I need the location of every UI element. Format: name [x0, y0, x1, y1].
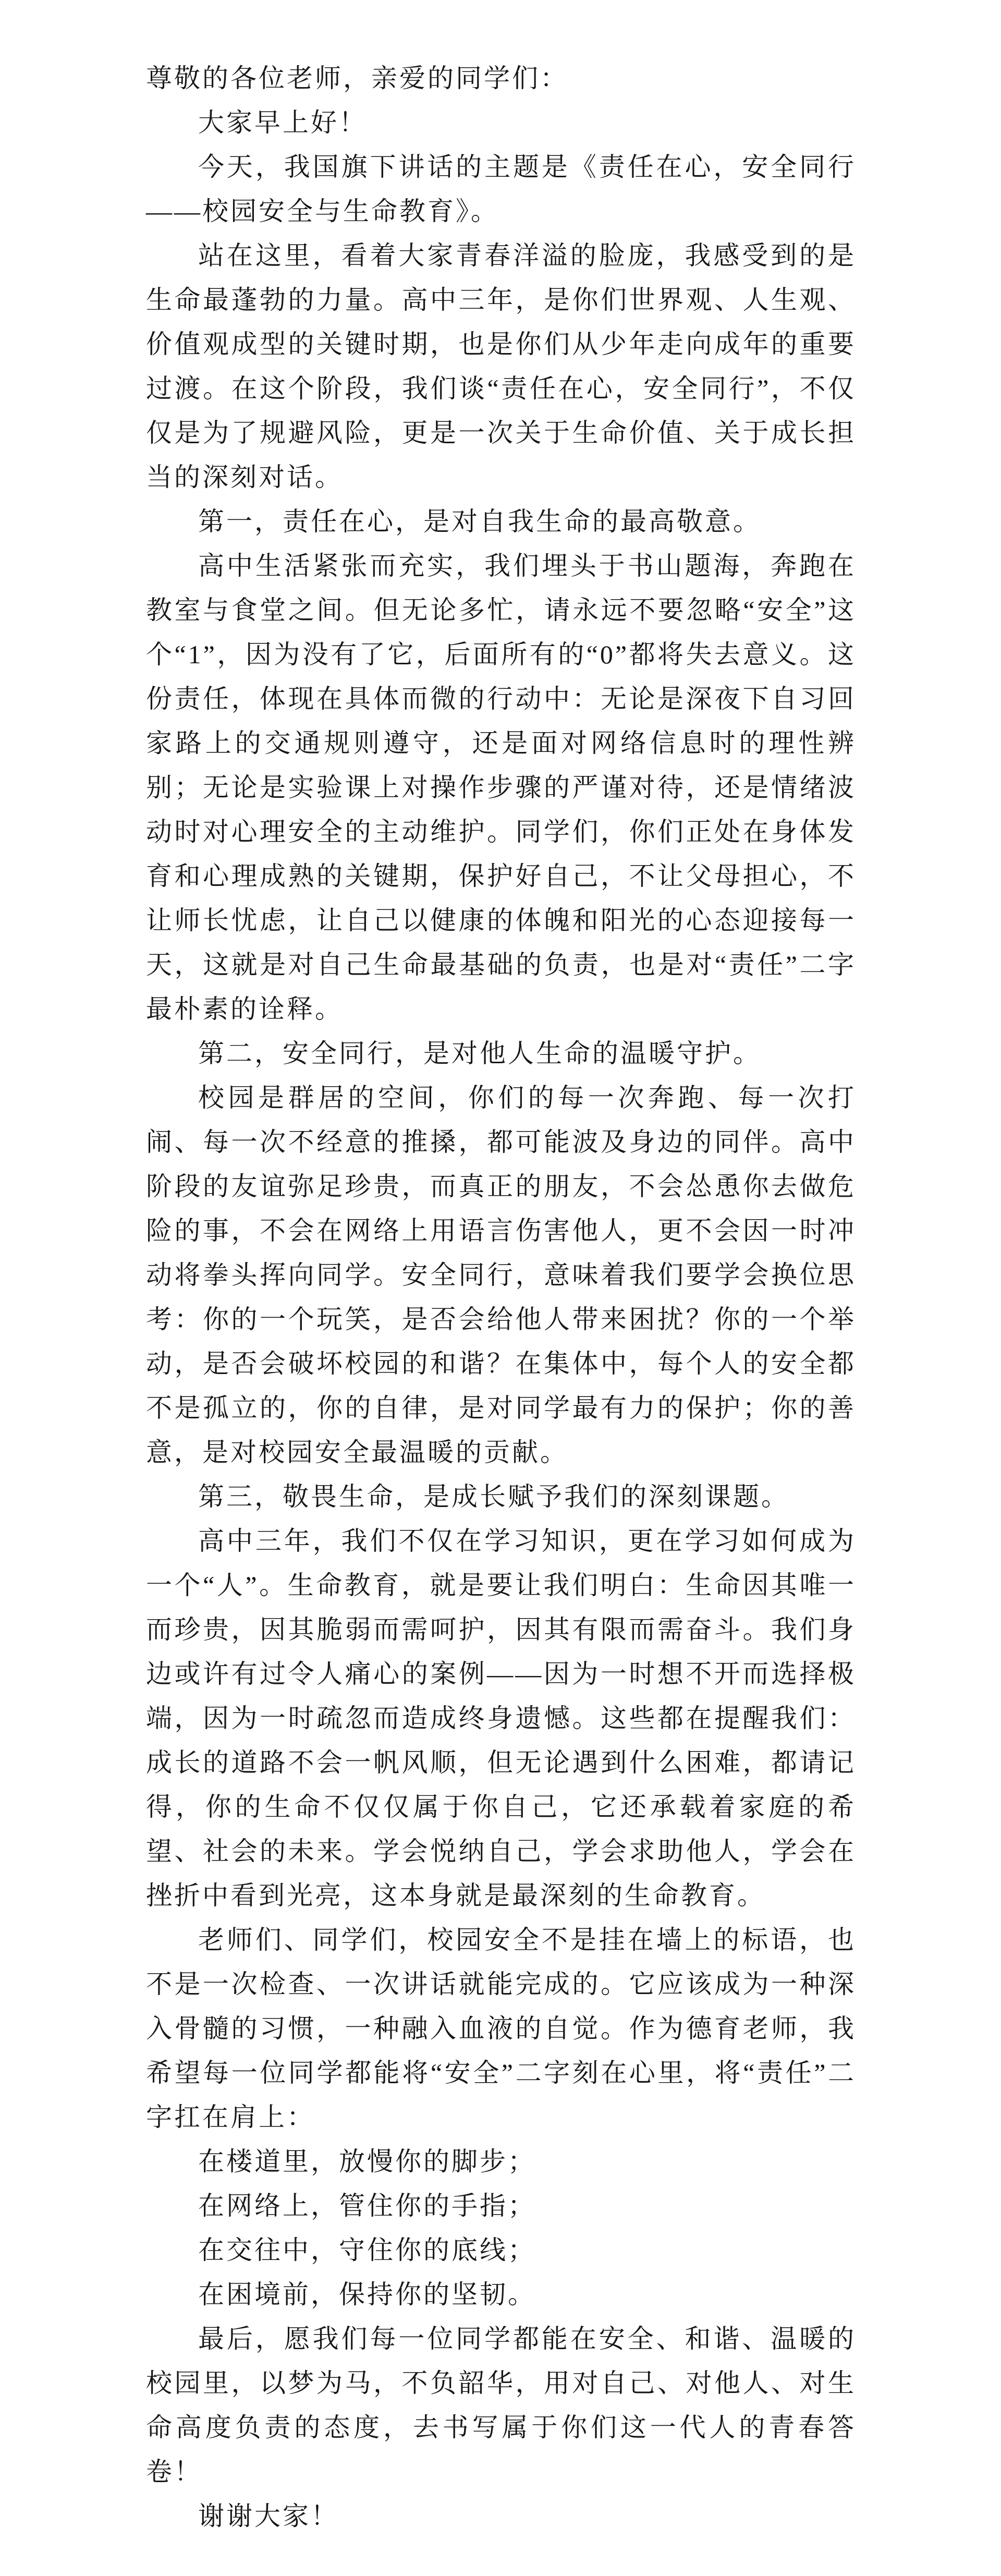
- paragraph: 今天，我国旗下讲话的主题是《责任在心，安全同行——校园安全与生命教育》。: [146, 152, 856, 226]
- document-body: [146, 56, 856, 2538]
- paragraph: 在网络上，管住你的手指；: [198, 2191, 536, 2220]
- paragraph: 在交往中，守住你的底线；: [198, 2235, 536, 2265]
- paragraph: 尊敬的各位老师，亲爱的同学们：: [146, 64, 568, 93]
- paragraph: 高中三年，我们不仅在学习知识，更在学习如何成为一个“人”。生命教育，就是要让我们明白：生命因其唯一而珍贵，因其脆弱而需呵护，因其有限而需奋斗。我们身边或许有过令人痛心的案例——因为一时想不开而选择极端，因为一时疏忽而造成终身遗憾。这些都在提醒我们：成长的道路不会一帆风顺，但无论遇到什么困难，都请记得，你的生命不仅仅属于你自己，它还承载着家庭的希望、社会的未来。学会悦纳自己，学会求助他人，学会在挫折中看到光亮，这本身就是最深刻的生命教育。: [146, 1526, 856, 1910]
- paragraph: 第三，敬畏生命，是成长赋予我们的深刻课题。: [198, 1482, 789, 1511]
- paragraph: 在楼道里，放慢你的脚步；: [198, 2147, 536, 2176]
- paragraph: 大家早上好！: [198, 108, 367, 137]
- paragraph: 谢谢大家！: [198, 2501, 339, 2531]
- paragraph: 最后，愿我们每一位同学都能在安全、和谐、温暖的校园里，以梦为马，不负韶华，用对自己、对他人、对生命高度负责的态度，去书写属于你们这一代人的青春答卷！: [146, 2324, 856, 2486]
- paragraph: 第一，责任在心，是对自我生命的最高敬意。: [198, 507, 761, 536]
- paragraph: 站在这里，看着大家青春洋溢的脸庞，我感受到的是生命最蓬勃的力量。高中三年，是你们世界观、人生观、价值观成型的关键时期，也是你们从少年走向成年的重要过渡。在这个阶段，我们谈“责任在心，安全同行”，不仅仅是为了规避风险，更是一次关于生命价值、关于成长担当的深刻对话。: [146, 241, 856, 492]
- paragraph: 高中生活紧张而充实，我们埋头于书山题海，奔跑在教室与食堂之间。但无论多忙，请永远不要忽略“安全”这个“1”，因为没有了它，后面所有的“0”都将失去意义。这份责任，体现在具体而微的行动中：无论是深夜下自习回家路上的交通规则遵守，还是面对网络信息时的理性辨别；无论是实验课上对操作步骤的严谨对待，还是情绪波动时对心理安全的主动维护。同学们，你们正处在身体发育和心理成熟的关键期，保护好自己，不让父母担心，不让师长忧虑，让自己以健康的体魄和阳光的心态迎接每一天，这就是对自己生命最基础的负责，也是对“责任”二字最朴素的诠释。: [146, 551, 856, 1024]
- paragraph: 老师们、同学们，校园安全不是挂在墙上的标语，也不是一次检查、一次讲话就能完成的。它应该成为一种深入骨髓的习惯，一种融入血液的自觉。作为德育老师，我希望每一位同学都能将“安全”二字刻在心里，将“责任”二字扛在肩上：: [146, 1925, 856, 2132]
- paragraph: 第二，安全同行，是对他人生命的温暖守护。: [198, 1039, 761, 1068]
- paragraph: 在困境前，保持你的坚韧。: [198, 2280, 536, 2309]
- paragraph: 校园是群居的空间，你们的每一次奔跑、每一次打闹、每一次不经意的推搡，都可能波及身边的同伴。高中阶段的友谊弥足珍贵，而真正的朋友，不会怂恿你去做危险的事，不会在网络上用语言伤害他人，更不会因一时冲动将拳头挥向同学。安全同行，意味着我们要学会换位思考：你的一个玩笑，是否会给他人带来困扰？你的一个举动，是否会破坏校园的和谐？在集体中，每个人的安全都不是孤立的，你的自律，是对同学最有力的保护；你的善意，是对校园安全最温暖的贡献。: [146, 1083, 856, 1467]
